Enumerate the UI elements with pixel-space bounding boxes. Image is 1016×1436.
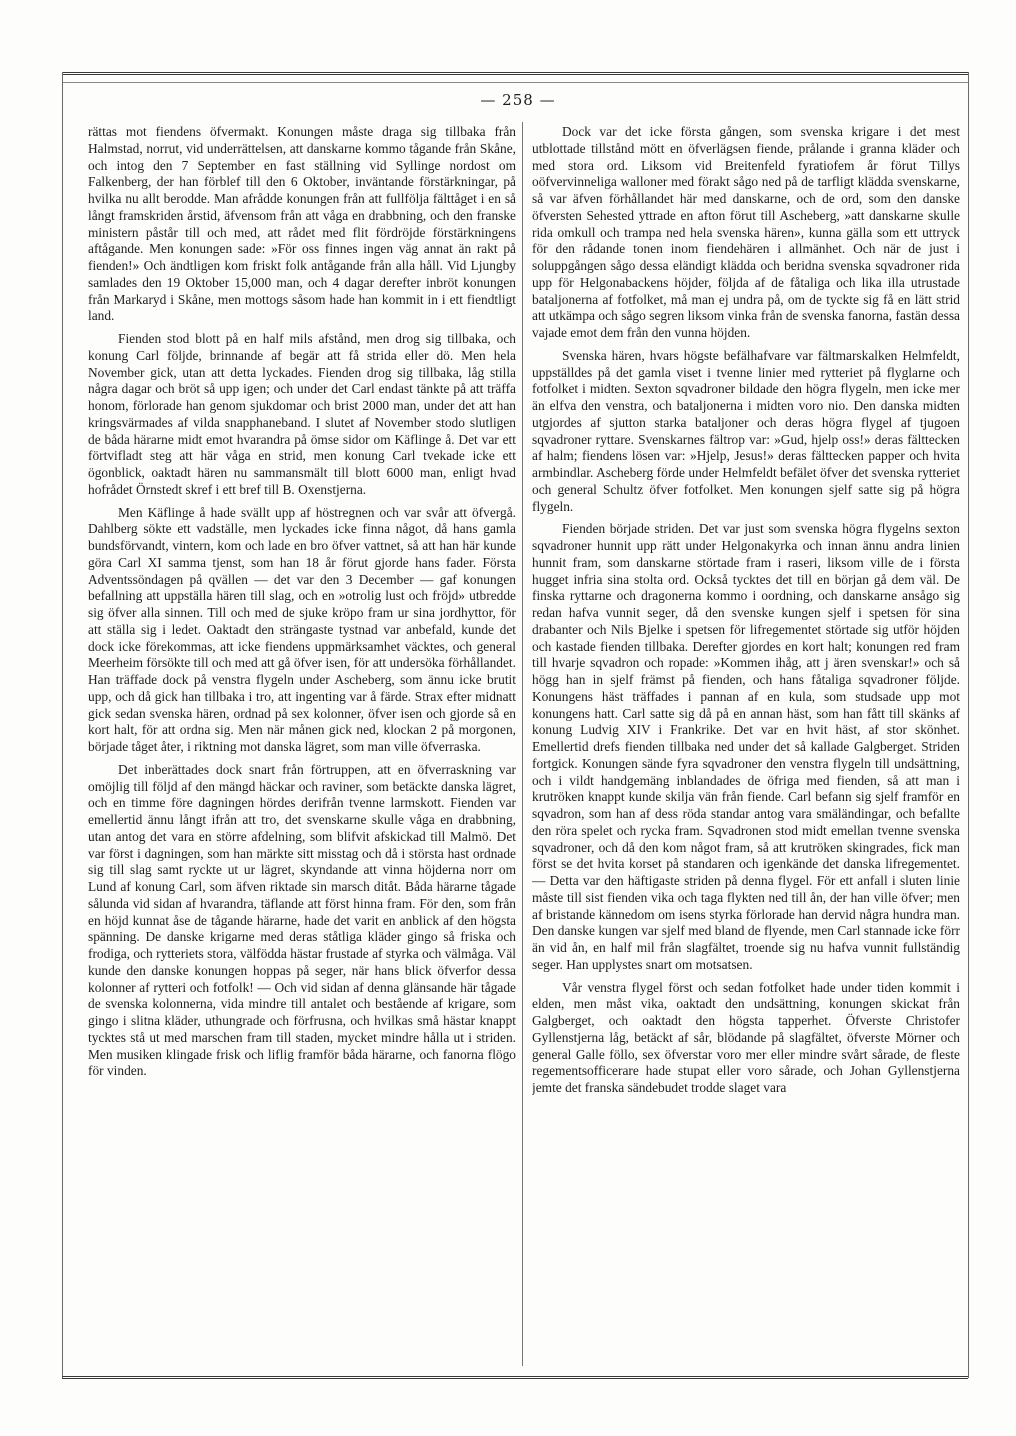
left-text-column <box>88 124 516 1368</box>
bottom-border-rule <box>62 1376 968 1379</box>
paragraph: Fienden började striden. Det var just som svenska högra flygelns sexton sqvadroner hunnit upp rätt under Helgonakyrka och innan ännu andra linien hunnit fram, som danskarne störtade fram i raseri, liksom ville de i första hugget infria sina stolta ord. Också tycktes det till en början gå dem väl. De finska ryttarne och dragonerna kommo i oordning, och danskarne ansågo sig redan hafva vunnit seger, då den svenske kungen sjelf i spetsen för sina drabanter och Nils Bjelke i spetsen för lifregementet störtade sig utför höjden och kastade fienden tillbaka. Derefter gjordes en kort halt; konungen red fram till hvarje sqvadron och ropade: »Kommen ihåg, att j ären svenskar!» och så högg han in sjelf främst på fienden, och hans fåtaliga sqvadroner följde. Konungens häst träffades i pannan af en kula, som studsade upp mot konungens hatt. Carl satte sig då på en annan häst, som han fått till skänks af konung Ludvig XIV i Frankrike. Det var en hvit häst, af stor skönhet. Emellertid drefs fienden tillbaka ned under det så kallade Galgberget. Striden fortgick. Konungen sände fyra sqvadroner den venstra flygeln till undsättning, och i vildt handgemäng inblandades de öfriga med fienden, så att man i krutröken knappt kunde skilja vän från fiende. Carl befann sig sjelf framför en sqvadron, som han af dess röda standar antog vara smäländingar, och befallte den röra spelet och rycka fram. Sqvadronen stod midt emellan tvenne svenska sqvadroner, och då den kom något fram, så att krutröken skingrades, fick man först se det hvita korset på standaren och igenkände det danska lifregementet. — Detta var den häftigaste striden på denna flygel. För ett anfall i sluten linie måste till sist fienden vika och taga flykten ned till ån, der han ville öfver; men af bristande kännedom om isens styrka förlorade han dervid några hundra man. Den danske kungen var sjelf med bland de flyende, men Carl stannade icke förr än vid ån, en half mil från slagfältet, troende sig nu hafva vunnit fullständig seger. Han upplystes snart om motsatsen. <box>532 521 960 972</box>
column-divider <box>522 122 523 1366</box>
paragraph: Dock var det icke första gången, som svenska krigare i det mest utblottade tillstånd mött en öfverlägsen fiende, prålande i granna kläder och med stora ord. Liksom vid Breitenfeld fyratiofem år förut Tillys oöfvervinneliga walloner med förakt sågo ned på de tarfligt klädda svenskarne, så var äfven förhållandet här med danskarne, och de ord, som den danske öfversten Sehested yttrade en afton förut till Ascheberg, »att danskarne skulle rida omkull och trampa ned hela svenska hären», kunna gälla som ett uttryck för den rådande tonen inom fiendehären i allmänhet. Och när de just i soluppgången sågo dessa eländigt klädda och beridna svenska sqvadroner rida upp för Helgonabackens höjder, följda af de fåtaliga och lika illa utrustade bataljonerna af fotfolket, må man ej undra på, om de tyckte sig få en lätt strid att utkämpa och sågo segren liksom vinka från de svenska fanorna, fastän dessa vajade emot dem från den vunna höjden. <box>532 124 960 340</box>
paragraph: Men Käflinge å hade svällt upp af höstregnen och var svår att öfvergå. Dahlberg sökte ett vadställe, men lyckades icke finna något, då hans gamla bundsförvandt, vintern, kom och lade en bro öfver vattnet, så att han här kunde göra Carl XI samma tjenst, som han 18 år förut gjorde hans fader. Första Adventssöndagen på qvällen — det var den 3 December — gaf konungen befallning att uppställa hären till slag, och en »otrolig lust och fröjd» utbredde sig öfver alla sinnen. Till och med de sjuke kröpo fram ur sina jordhyttor, för att ställa sig i ledet. Oaktadt den strängaste tystnad var anbefald, kunde det dock icke förekommas, att icke fiendens uppmärksamhet väcktes, och general Meerheim försökte till och med att gå öfver isen, för att undersöka förhållandet. Han träffade dock på venstra flygeln under Ascheberg, som ännu icke brutit upp, och då gick han tillbaka i tro, att ingenting var å färde. Strax efter midnatt gick sedan svenska hären, ordnad på sex kolonner, öfver isen och gjorde så en kort halt, för att ordna sig. Men när månen gick ned, klockan 2 på morgonen, började tåget åter, i riktning mot danska lägret, som man ville öfverraska. <box>88 504 516 754</box>
right-border-rule <box>968 72 969 1378</box>
left-border-rule <box>62 72 63 1378</box>
paragraph: Svenska hären, hvars högste befälhafvare var fältmarskalken Helmfeldt, uppställdes på det gamla viset i tvenne linier med rytteriet på flyglarne och fotfolket i midten. Sexton sqvadroner bildade den högra flygeln, men icke mer än elfva den venstra, och bataljonerna i midten voro nio. Den danska midten utgjordes af sjutton starka bataljoner och deras högra flygel af tjugoen sqvadroner ryttare. Svenskarnes fältrop var: »Gud, hjelp oss!» deras fälttecken af halm; fiendens lösen var: »Hjelp, Jesus!» deras fälttecken papper och hvita armbindlar. Ascheberg förde under Helmfeldt befälet öfver det svenska rytteriet och general Schultz öfver fotfolket. Men konungen sjelf satte sig på högra flygeln. <box>532 347 960 514</box>
page-number: — 258 — <box>480 91 556 109</box>
paragraph: Vår venstra flygel först och sedan fotfolket hade under tiden kommit i elden, men måst vika, oaktadt den undsättning, konungen skickat från Galgberget, och oaktadt den högsta tapperhet. Öfverste Christofer Gyllenstjerna låg, betäckt af sår, blödande på slagfältet, öfverste Mörner och general Galle föllo, sex öfverstar voro mer eller mindre svårt sårade, de fleste regementsofficerare hade stupat eller voro sårade, och Johan Gyllenstjerna jemte det franska sändebudet trodde slaget vara <box>532 979 960 1095</box>
paragraph: Fienden stod blott på en half mils afstånd, men drog sig tillbaka, och konung Carl följde, brinnande af begär att få strida eller dö. Men hela November gick, utan att detta lyckades. Fienden drog sig tillbaka, låg stilla några dagar och bröt så upp igen; och under det Carl endast tänkte på att träffa honom, förlorade han genom sjukdomar och brist 2000 man, under det att han kringsvärmades af vilda snapphaneband. I slutet af November stodo slutligen de båda härarne midt emot hvarandra på ömse sidor om Käflinge å. Det var ett förtvifladt steg att här våga en strid, men konung Carl tvekade icke ett ögonblick, oaktadt hären nu sammansmält till blott 6000 man, enligt hvad hofrådet Örnstedt skref i ett bref till B. Oxenstjerna. <box>88 331 516 497</box>
top-border-rule <box>62 72 968 75</box>
paragraph: rättas mot fiendens öfvermakt. Konungen måste draga sig tillbaka från Halmstad, norrut, vid underrättelsen, att danskarne kommo tågande från Skåne, och intog den 7 September en fast ställning vid Syllinge nordost om Falkenberg, der han förblef till den 6 Oktober, inväntande förstärkningar, på hvilka nu allt berodde. Man afrådde konungen från att fullfölja fälttåget i en så långt framskriden årstid, äfvensom från att våga en drabbning, och den franske ministern påstår till och med, att rådet med flit fördröjde förstärkningens aftågande. Men konungen sade: »För oss finnes ingen väg annat än rakt på fienden!» Och ändtligen kom friskt folk antågande från alla håll. Vid Ljungby samlades den 19 Oktober 15,000 man, och 4 dagar derefter inbröt konungen från Markaryd i Skåne, men mottogs såsom hade han kommit in i ett fiendtligt land. <box>88 124 516 324</box>
paragraph: Det inberättades dock snart från förtruppen, att en öfverraskning var omöjlig till följd af den mängd häckar och raviner, som betäckte danska lägret, och en timme före dagningen hördes derifrån tvenne larmskott. Fienden var emellertid ännu långt ifrån att tro, det svenskarne skulle våga en drabbning, utan antog det vara en större afdelning, som blifvit afskickad till Malmö. Det var först i dagningen, som han märkte sitt misstag och då i största hast ordnade sig till slag samt ryckte ut ur lägret, skyndande att vinna höjderna norr om Lund af konung Carl, som äfven riktade sin marsch ditåt. Båda härarne tågade sålunda vid sidan af hvarandra, täflande att först hinna fram. För den, som från en höjd kunnat åse de tågande härarne, hade det varit en anblick af den högsta spänning. De danske krigarne med deras ståtliga kläder gingo så friska och frodiga, och rytteriets stora, välfödda hästar frustade af styrka och välmåga. Väl kunde den danske konungen hoppas på seger, när hans blick öfverfor dessa kolonner af rytteri och fotfolk! — Och vid sidan af denna glänsande här tågade de svenska kolonnerna, vida mindre till antalet och bestående af krigare, som gingo i slitna kläder, uthungrade och förfrusna, och hvilkas små hästar knappt tycktes stå ut med marschen fram till staden, mycket mindre hålla ut i striden. Men musiken klingade frisk och liflig framför båda härarne, och fanorna flögo för vinden. <box>88 761 516 1079</box>
top-border-inner-rule <box>62 82 968 83</box>
right-text-column <box>532 124 960 1368</box>
